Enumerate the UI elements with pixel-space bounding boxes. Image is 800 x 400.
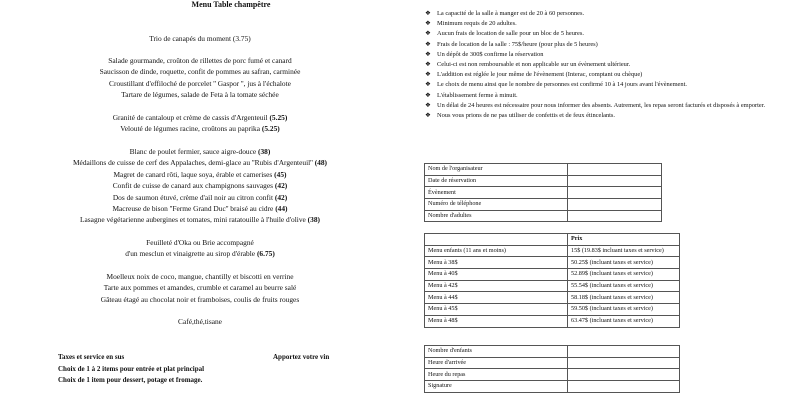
field-label: Nombre d'enfants bbox=[425, 346, 568, 358]
table-row bbox=[425, 369, 680, 381]
field-label: Heure du repas bbox=[425, 369, 568, 381]
starter-item: Croustillant d'effiloché de porcelet '' Gaspor '', jus à l'échalote bbox=[109, 78, 291, 88]
cheese-line: Feuilleté d'Oka ou Brie accompagné bbox=[146, 238, 254, 247]
menu-desserts bbox=[0, 271, 400, 305]
diamond-bullet-icon: ❖ bbox=[425, 91, 431, 99]
starter-item: Salade gourmande, croûton de rillettes de porc fumé et canard bbox=[108, 56, 292, 65]
field-label: Nombre d'adultes bbox=[425, 210, 568, 222]
menu-canapes: Trio de canapés du moment (3.75) bbox=[149, 34, 251, 43]
menu-footer-conditions bbox=[58, 352, 204, 387]
table-header-row bbox=[425, 234, 680, 246]
diamond-bullet-icon: ❖ bbox=[425, 101, 431, 109]
diamond-bullet-icon: ❖ bbox=[425, 30, 431, 38]
diamond-bullet-icon: ❖ bbox=[425, 61, 431, 69]
soup-item: Velouté de légumes racine, croûtons au paprika (5.25) bbox=[120, 124, 280, 134]
field-value-cell[interactable] bbox=[568, 210, 662, 222]
dessert-item: Moelleux noix de coco, mangue, chantilly et biscotti en verrine bbox=[106, 272, 294, 281]
menu-mains bbox=[0, 146, 400, 226]
table-row bbox=[425, 304, 680, 316]
main-item: Macreuse de bison ''Ferme Grand Duc'' braisé au cidre (44) bbox=[112, 204, 288, 214]
dessert-item: Gâteau étagé au chocolat noir et framboises, coulis de fruits rouges bbox=[100, 294, 300, 304]
organizer-table bbox=[424, 163, 662, 222]
field-value-cell[interactable] bbox=[568, 187, 662, 199]
menu-soups bbox=[0, 112, 400, 135]
field-value-cell[interactable] bbox=[568, 381, 680, 393]
rule-item: ❖ Le choix de menu ainsi que le nombre de personnes est confirmé 10 à 14 jours avant l'évènement. bbox=[425, 80, 797, 90]
cheese-line: d'un mesclun et vinaigrette au sirop d'érable (6.75) bbox=[125, 249, 275, 259]
taxes-note: Taxes et service en sus bbox=[58, 353, 125, 361]
menu-label: Menu enfants (11 ans et moins) bbox=[425, 245, 568, 257]
table-row bbox=[425, 357, 680, 369]
rule-item: ❖ Celui-ci est non remboursable et non applicable sur un évènement ultérieur. bbox=[425, 60, 797, 70]
menu-starters bbox=[0, 55, 400, 101]
table-row bbox=[425, 346, 680, 358]
dessert-item: Tarte aux pommes et amandes, crumble et caramel au beurre salé bbox=[103, 283, 297, 293]
rule-item: ❖ L'établissement ferme à minuit. bbox=[425, 91, 797, 101]
signature-table bbox=[424, 345, 680, 393]
menu-price: 63.47$ (incluant taxes et service) bbox=[568, 315, 680, 327]
header-empty-cell bbox=[425, 234, 568, 246]
price-table bbox=[424, 233, 680, 328]
main-item: Dos de saumon étuvé, crème d'ail noir au citron confit (42) bbox=[112, 192, 288, 202]
menu-price: 59.50$ (incluant taxes et service) bbox=[568, 304, 680, 316]
field-value-cell[interactable] bbox=[568, 199, 662, 211]
menu-drinks: Café,thé,tisane bbox=[178, 317, 222, 326]
table-row bbox=[425, 381, 680, 393]
menu-title: Menu Table champêtre bbox=[191, 0, 271, 9]
field-label: Numéro de téléphone bbox=[425, 199, 568, 211]
rule-item: ❖ Minimum requis de 20 adultes. bbox=[425, 19, 797, 29]
main-item: Magret de canard rôti, laque soya, érable et camerises (45) bbox=[113, 169, 287, 179]
diamond-bullet-icon: ❖ bbox=[425, 40, 431, 48]
main-item: Confit de cuisse de canard aux champignons sauvages (42) bbox=[112, 181, 288, 191]
main-item: Médaillons de cuisse de cerf des Appalaches, demi-glace au ''Rubis d'Argenteuil'' (48) bbox=[72, 158, 328, 168]
table-row bbox=[425, 175, 662, 187]
rule-item: ❖ Nous vous prions de ne pas utiliser de confettis et de feux étincelants. bbox=[425, 111, 797, 121]
diamond-bullet-icon: ❖ bbox=[425, 50, 431, 58]
table-row bbox=[425, 280, 680, 292]
table-row bbox=[425, 164, 662, 176]
menu-price: 58.18$ (incluant taxes et service) bbox=[568, 292, 680, 304]
table-row bbox=[425, 210, 662, 222]
table-row bbox=[425, 315, 680, 327]
table-row bbox=[425, 199, 662, 211]
field-value-cell[interactable] bbox=[568, 164, 662, 176]
field-value-cell[interactable] bbox=[568, 357, 680, 369]
table-row bbox=[425, 245, 680, 257]
field-value-cell[interactable] bbox=[568, 346, 680, 358]
menu-label: Menu à 42$ bbox=[425, 280, 568, 292]
main-item: Lasagne végétarienne aubergines et tomates, mini ratatouille à l'huile d'olive (38) bbox=[80, 215, 320, 225]
field-label: Date de réservation bbox=[425, 175, 568, 187]
diamond-bullet-icon: ❖ bbox=[425, 112, 431, 120]
menu-label: Menu à 38$ bbox=[425, 257, 568, 269]
main-item: Blanc de poulet fermier, sauce aigre-douce (38) bbox=[129, 147, 271, 156]
menu-label: Menu à 48$ bbox=[425, 315, 568, 327]
table-row bbox=[425, 292, 680, 304]
field-value-cell[interactable] bbox=[568, 175, 662, 187]
diamond-bullet-icon: ❖ bbox=[425, 81, 431, 89]
table-row bbox=[425, 269, 680, 281]
rules-list bbox=[425, 9, 797, 121]
field-label: Nom de l'organisateur bbox=[425, 164, 568, 176]
menu-label: Menu à 40$ bbox=[425, 269, 568, 281]
rule-item: ❖ Un délai de 24 heures est nécessaire pour nous informer des absents. Autrement, les repas seront facturés et disposés à emporter. bbox=[425, 101, 797, 111]
menu-price: 52.89$ (incluant taxes et service) bbox=[568, 269, 680, 281]
starter-item: Saucisson de dinde, roquette, confit de pommes au safran, carminée bbox=[99, 67, 301, 77]
choice-other-note: Choix de 1 item pour dessert, potage et fromage. bbox=[58, 376, 203, 384]
wine-note: Apportez votre vin bbox=[273, 353, 330, 361]
table-row bbox=[425, 187, 662, 199]
menu-cheese bbox=[0, 237, 400, 260]
diamond-bullet-icon: ❖ bbox=[425, 20, 431, 28]
diamond-bullet-icon: ❖ bbox=[425, 10, 431, 17]
rule-item: ❖ Frais de location de la salle : 75$/heure (pour plus de 5 heures) bbox=[425, 40, 797, 50]
table-row bbox=[425, 257, 680, 269]
rule-item: ❖ L'addition est réglée le jour même de l'évènement (Interac, comptant ou chèque) bbox=[425, 70, 797, 80]
price-column-header: Prix bbox=[568, 234, 680, 246]
field-label: Évènement bbox=[425, 187, 568, 199]
starter-item: Tartare de légumes, salade de Feta à la tomate séchée bbox=[121, 90, 279, 100]
rule-item: ❖ Aucun frais de location de salle pour un bloc de 5 heures. bbox=[425, 29, 797, 39]
menu-price: 50.25$ (incluant taxes et service) bbox=[568, 257, 680, 269]
soup-item: Granité de cantaloup et crème de cassis d'Argenteuil (5.25) bbox=[112, 113, 288, 122]
rule-item: ❖ La capacité de la salle à manger est de 20 à 60 personnes. bbox=[425, 9, 797, 19]
field-value-cell[interactable] bbox=[568, 369, 680, 381]
field-label: Heure d'arrivée bbox=[425, 357, 568, 369]
rule-item: ❖ Un dépôt de 300$ confirme la réservation bbox=[425, 50, 797, 60]
menu-price: 55.54$ (incluant taxes et service) bbox=[568, 280, 680, 292]
menu-label: Menu à 45$ bbox=[425, 304, 568, 316]
choice-main-note: Choix de 1 à 2 items pour entrée et plat principal bbox=[58, 364, 205, 373]
menu-label: Menu à 44$ bbox=[425, 292, 568, 304]
field-label: Signature bbox=[425, 381, 568, 393]
menu-price: 15$ (19.83$ incluant taxes et service) bbox=[568, 245, 680, 257]
diamond-bullet-icon: ❖ bbox=[425, 71, 431, 79]
